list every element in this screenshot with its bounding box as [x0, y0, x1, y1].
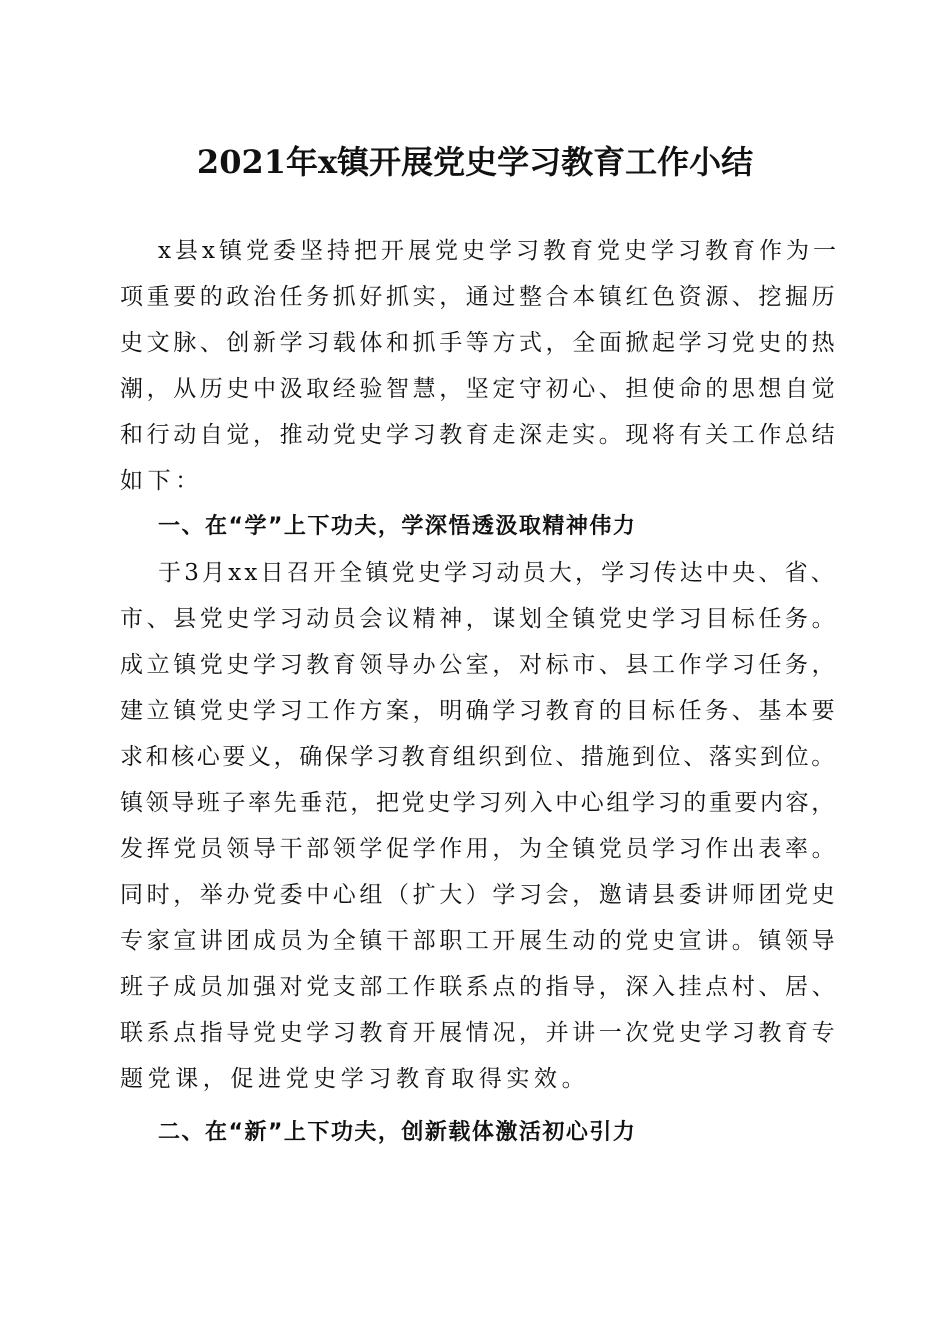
section1-line: 同时，举办党委中心组（扩大）学习会，邀请县委讲师团党史: [120, 882, 839, 908]
section1-line: 联系点指导党史学习教育开展情况，并讲一次党史学习教育专: [120, 1020, 839, 1046]
section1-line: 镇领导班子率先垂范，把党史学习列入中心组学习的重要内容，: [120, 790, 837, 816]
section1-line: 专家宣讲团成员为全镇干部职工开展生动的党史宣讲。镇领导: [120, 928, 839, 954]
section1-line: 发挥党员领导干部领学促学作用，为全镇党员学习作出表率。: [120, 836, 839, 862]
spacer: [120, 1102, 830, 1110]
section1-line: 题党课，促进党史学习教育取得实效。: [120, 1066, 590, 1092]
document-title: 2021年x镇开展党史学习教育工作小结: [196, 143, 754, 181]
intro-line: 史文脉、创新学习载体和抓手等方式，全面掀起学习党史的热: [120, 330, 839, 356]
section1-line: 成立镇党史学习教育领导办公室，对标市、县工作学习任务，: [120, 652, 839, 678]
intro-line: x县x镇党委坚持把开展党史学习教育党史学习教育作为一: [158, 238, 840, 264]
section-heading-1: 一、在“学”上下功夫，学深悟透汲取精神伟力: [158, 514, 637, 539]
section1-line: 建立镇党史学习工作方案，明确学习教育的目标任务、基本要: [120, 698, 839, 724]
section1-line: 班子成员加强对党支部工作联系点的指导，深入挂点村、居、: [120, 974, 839, 1000]
section-heading-2: 二、在“新”上下功夫，创新载体激活初心引力: [158, 1120, 637, 1145]
section1-line: 市、县党史学习动员会议精神，谋划全镇党史学习目标任务。: [120, 606, 839, 632]
intro-line: 项重要的政治任务抓好抓实，通过整合本镇红色资源、挖掘历: [120, 284, 839, 310]
intro-line: 和行动自觉，推动党史学习教育走深走实。现将有关工作总结: [120, 422, 839, 448]
intro-line: 如下：: [120, 468, 203, 494]
section1-line: 求和核心要义，确保学习教育组织到位、措施到位、落实到位。: [120, 744, 837, 770]
document-body: [120, 228, 840, 1156]
intro-line: 潮，从历史中汲取经验智慧，坚定守初心、担使命的思想自觉: [120, 376, 839, 402]
section1-line: 于3月xx日召开全镇党史学习动员大，学习传达中央、省、: [158, 560, 837, 586]
